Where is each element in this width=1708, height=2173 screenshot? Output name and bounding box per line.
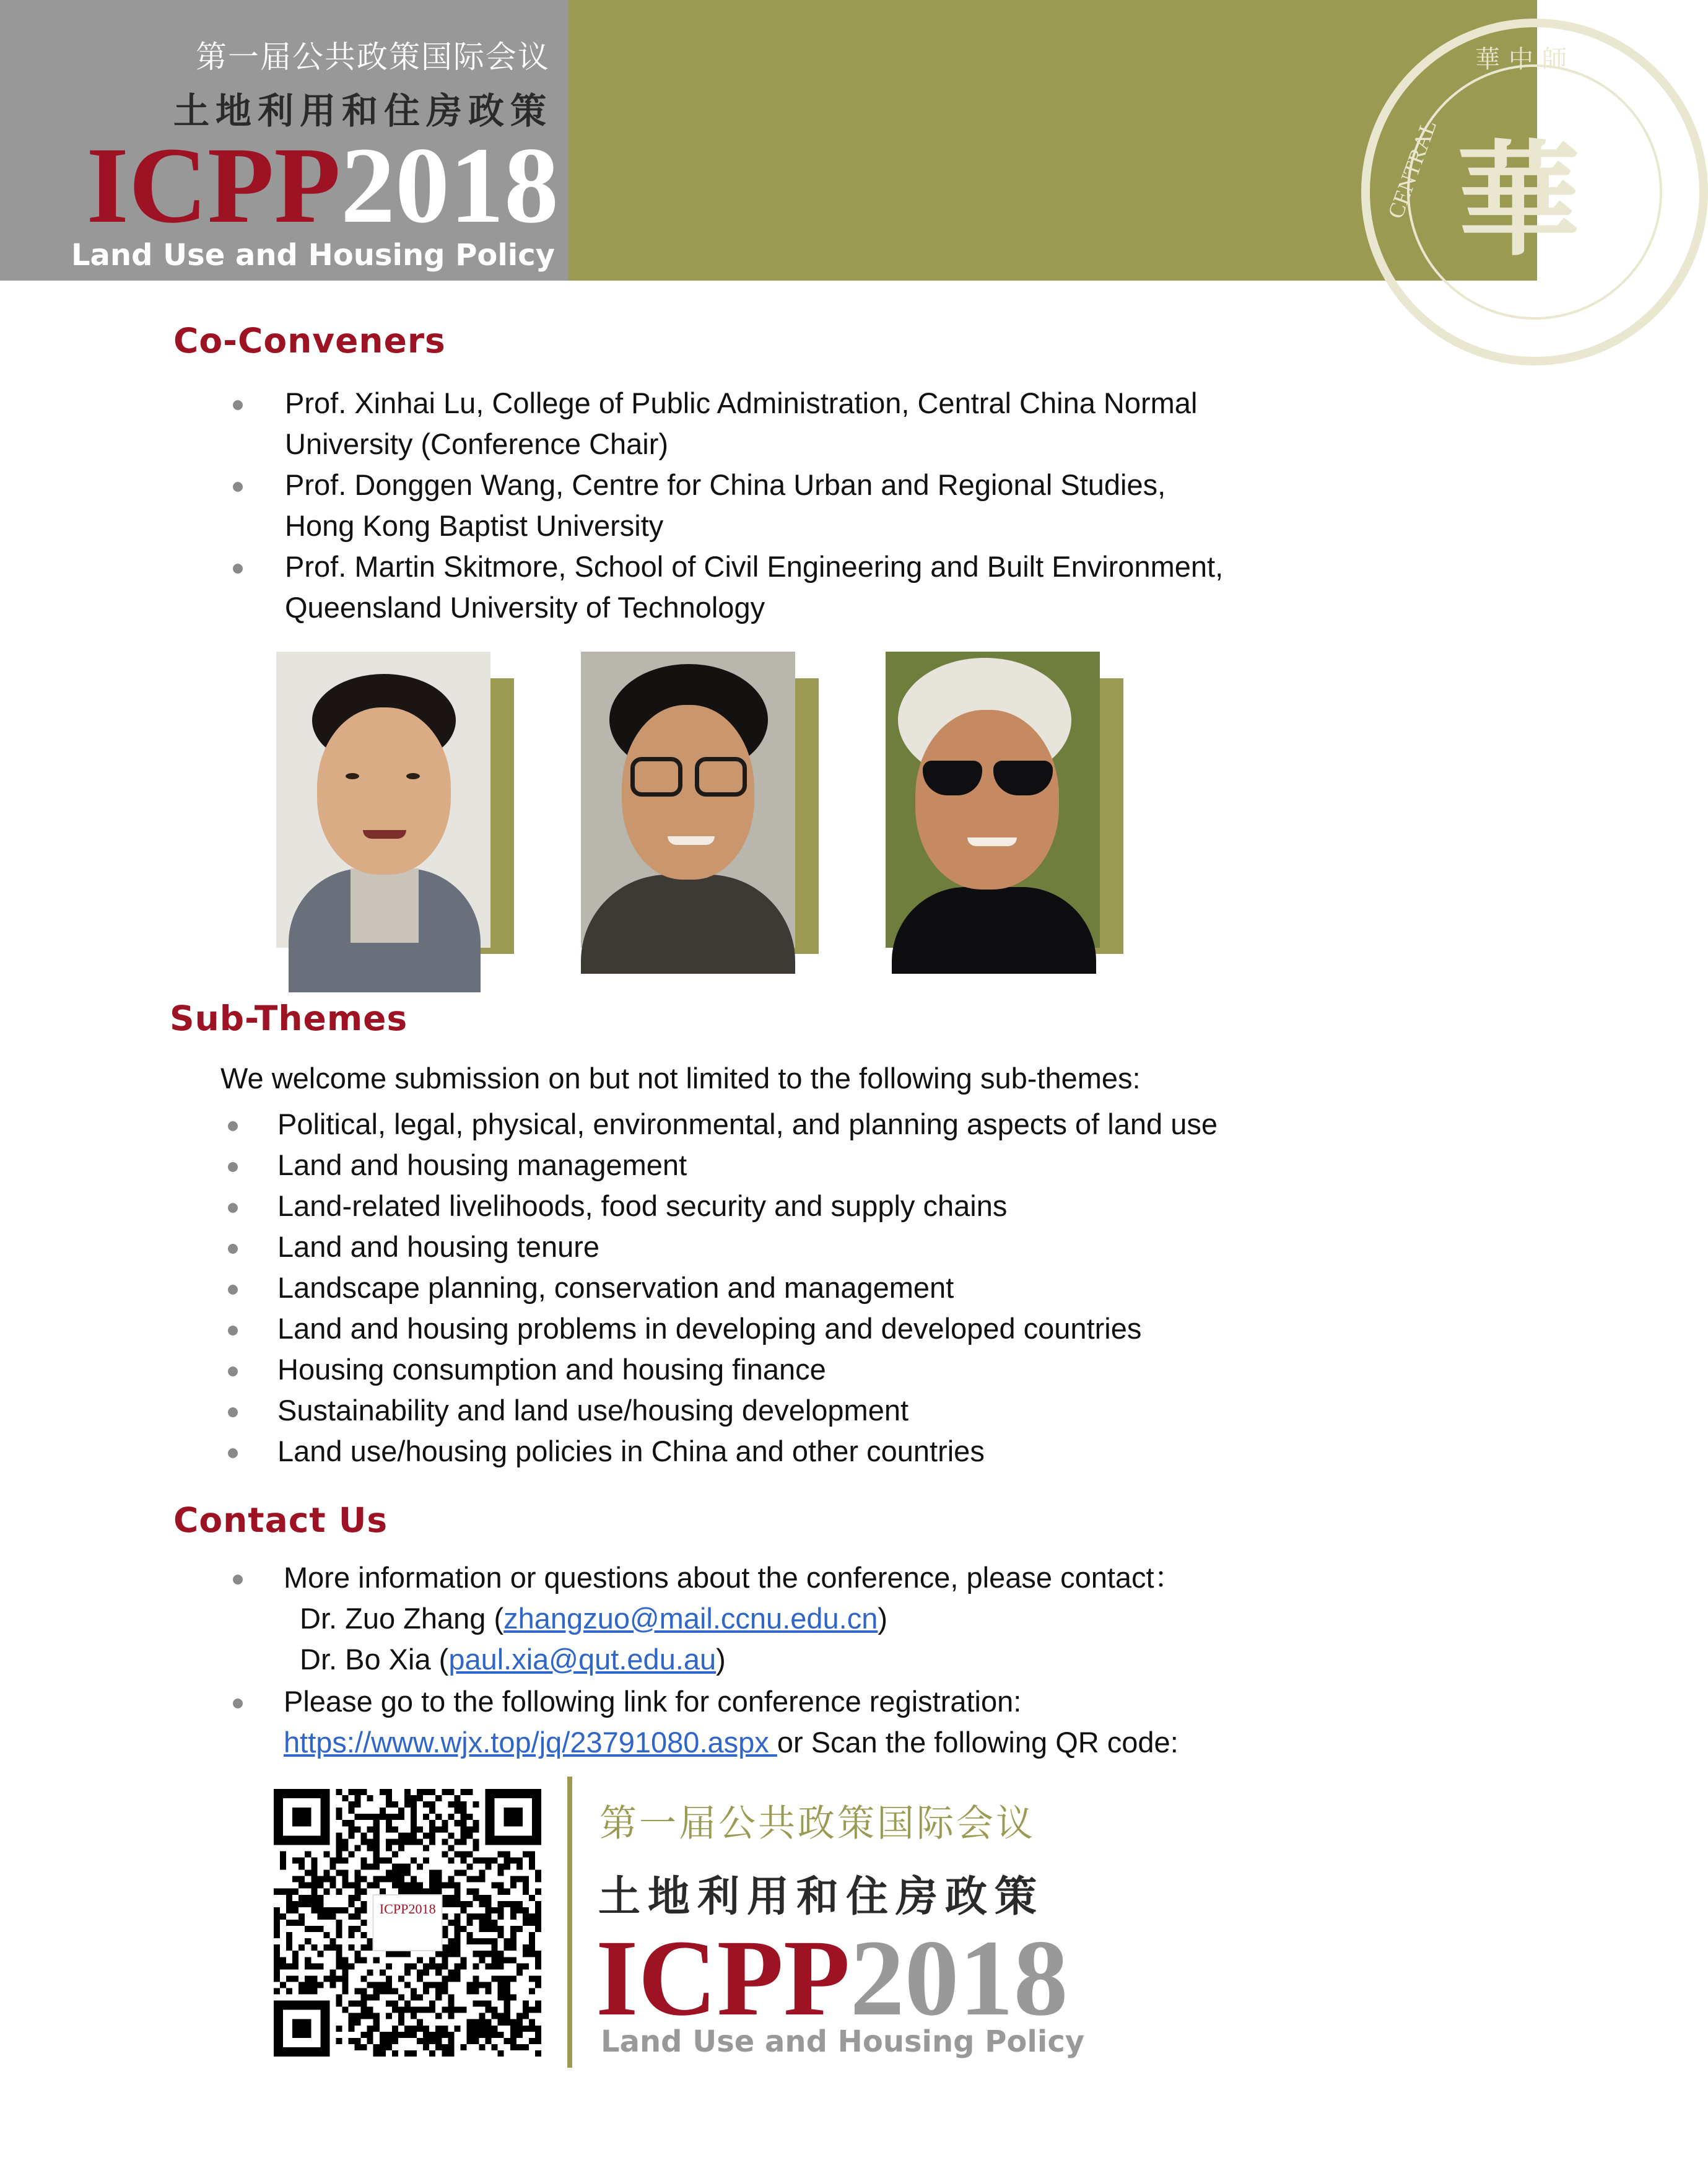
registration-suffix: or Scan the following QR code: [777, 1726, 1179, 1759]
header-english-subtitle: Land Use and Housing Policy [71, 238, 555, 273]
email-link-zhang[interactable]: zhangzuo@mail.ccnu.edu.cn [503, 1602, 878, 1635]
sub-themes-heading: Sub-Themes [170, 999, 408, 1038]
header-banner-left [0, 0, 569, 281]
footer-divider [567, 1777, 572, 2068]
list-item: Land and housing management [228, 1145, 1405, 1186]
footer-chinese-title: 第一届公共政策国际会议 [599, 1802, 1035, 1845]
university-seal-icon: 華中師 CENTRAL 華 [1361, 19, 1708, 365]
bullet-icon [228, 1244, 238, 1254]
qr-center-logo: ICPP2018 [379, 1900, 436, 1917]
contact-name: Dr. Zuo Zhang ( [300, 1602, 504, 1635]
convener-line: Prof. Xinhai Lu, College of Public Administration, Central China Normal [285, 387, 1198, 419]
bullet-icon [228, 1162, 238, 1172]
bullet-icon [228, 1326, 238, 1336]
email-link-xia[interactable]: paul.xia@qut.edu.au [448, 1643, 717, 1676]
list-item: Land and housing tenure [228, 1226, 1405, 1267]
bullet-icon [233, 482, 243, 492]
convener-photo-1 [276, 652, 514, 954]
registration-text: Please go to the following link for conference registration: [284, 1685, 1022, 1718]
contact-person-1: Dr. Zuo Zhang (zhangzuo@mail.ccnu.edu.cn) [300, 1602, 888, 1635]
bullet-icon [228, 1285, 238, 1295]
list-item: Political, legal, physical, environmental, and planning aspects of land use [228, 1104, 1405, 1145]
convener-line: Prof. Donggen Wang, Centre for China Urban and Regional Studies, [285, 468, 1166, 501]
bullet-icon [233, 400, 243, 410]
convener-line: Queensland University of Technology [285, 591, 765, 624]
co-conveners-heading: Co-Conveners [173, 321, 446, 361]
bullet-icon [233, 1575, 243, 1585]
header-chinese-subtitle: 土地利用和住房政策 [173, 90, 552, 132]
bullet-icon [233, 564, 243, 574]
list-item [233, 465, 1348, 546]
footer-english-subtitle: Land Use and Housing Policy [601, 2024, 1085, 2059]
footer-logo-icpp: ICPP [596, 1918, 850, 2039]
sub-themes-intro: We welcome submission on but not limited to the following sub-themes: [220, 1062, 1141, 1095]
list-item: Housing consumption and housing finance [228, 1349, 1405, 1390]
registration-link[interactable]: https://www.wjx.top/jq/23791080.aspx [284, 1726, 777, 1759]
bullet-icon [228, 1366, 238, 1376]
contact-person-2: Dr. Bo Xia (paul.xia@qut.edu.au) [300, 1643, 726, 1676]
footer-logo-year: 2018 [850, 1918, 1068, 2039]
bullet-icon [233, 1699, 243, 1708]
list-item: Landscape planning, conservation and management [228, 1267, 1405, 1308]
list-item: Sustainability and land use/housing development [228, 1390, 1405, 1431]
header-logo [86, 125, 559, 246]
contact-intro: More information or questions about the conference, please contact： [284, 1561, 1183, 1594]
header-chinese-title: 第一届公共政策国际会议 [196, 39, 550, 75]
list-item: Land use/housing policies in China and other countries [228, 1431, 1405, 1472]
bullet-icon [228, 1203, 238, 1213]
co-conveners-list [233, 383, 1348, 628]
qr-code-icon[interactable] [274, 1789, 541, 2057]
convener-photo-3 [886, 652, 1123, 954]
list-item: Land-related livelihoods, food security and supply chains [228, 1186, 1405, 1226]
list-item: Land and housing problems in developing and developed countries [228, 1308, 1405, 1349]
registration-line [284, 1722, 1179, 1763]
list-item [233, 383, 1348, 465]
convener-photo-2 [581, 652, 819, 954]
bullet-icon [228, 1121, 238, 1131]
contact-name: Dr. Bo Xia ( [300, 1643, 449, 1676]
bullet-icon [228, 1448, 238, 1458]
header-logo-icpp: ICPP [86, 125, 341, 246]
bullet-icon [228, 1407, 238, 1417]
list-item [233, 546, 1348, 628]
header-banner-right [569, 0, 1581, 281]
header-logo-year: 2018 [341, 125, 559, 246]
convener-line: Prof. Martin Skitmore, School of Civil Engineering and Built Environment, [285, 550, 1224, 583]
footer-logo [596, 1918, 1068, 2039]
convener-line: Hong Kong Baptist University [285, 509, 664, 542]
convener-line: University (Conference Chair) [285, 427, 669, 460]
footer-chinese-subtitle: 土地利用和住房政策 [598, 1872, 1045, 1922]
contact-us-heading: Contact Us [173, 1500, 388, 1540]
sub-themes-list [228, 1104, 1405, 1472]
